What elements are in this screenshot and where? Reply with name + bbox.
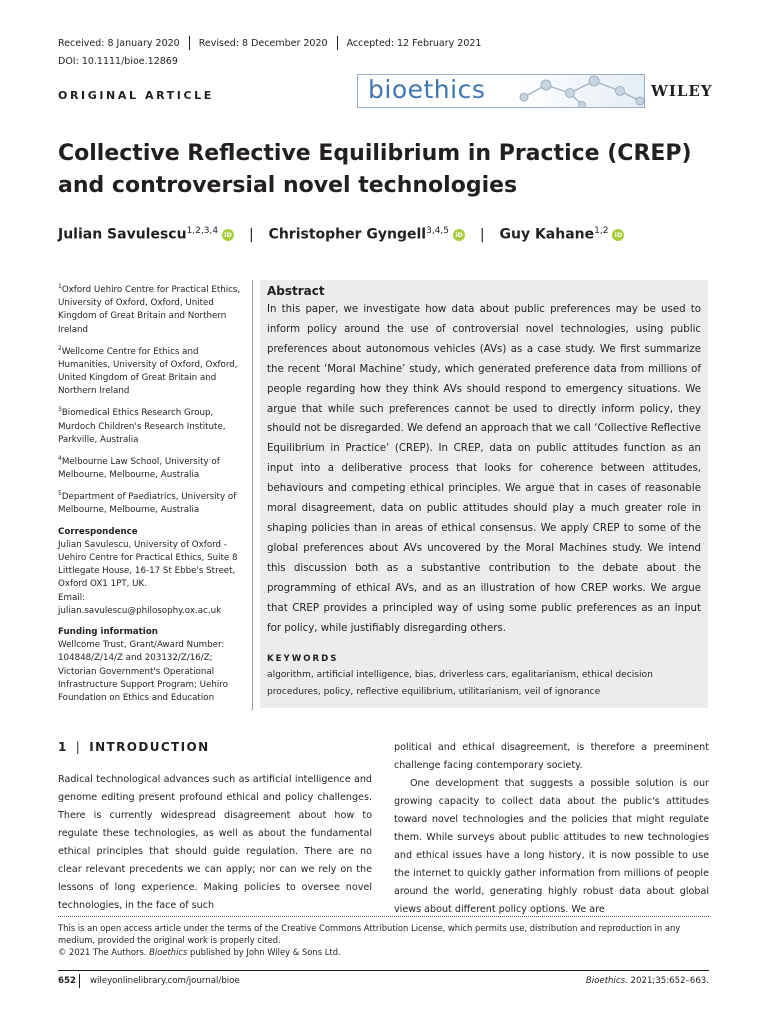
footer-divider [58,970,709,971]
molecule-graphic [504,75,644,107]
footer-separator [79,974,80,988]
article-dates [58,36,481,50]
journal-logo: bioethics [368,75,486,104]
orcid-icon[interactable]: iD [612,229,624,241]
body-column-left [58,771,372,915]
abstract-text: In this paper, we investigate how data about public preferences may be used to inform policy around the use of controversial novel technologies, using public preferences about autonomous vehicles (AVs) as a case study. We first summarize the recent ‘Moral Machine’ study, which generated preference data from millions of people regarding how they think AVs should respond to emergency situations. We argue that while such preferences cannot be used to directly inform policy, they should not be disregarded. We defend an approach that we call ‘Collective Reflective Equilibrium in Practice’ (CREP). In CREP, data on public attitudes function as an input into a deliberative process that looks for coherence between attitudes, behaviours and competing ethical principles. We argue that in cases of reasonable moral disagreement, data on public attitudes should play a much greater role in shaping policies than in areas of ethical consensus. We apply CREP to some of the global preferences about AVs uncovered by the Moral Machines study. We intend this discussion both as a substantive contribution to the debate about the programming of ethical AVs, and as an illustration of how CREP works. We argue that CREP provides a principled way of using some public preferences as an input for policy, while justifiably disregarding others. [267,304,701,634]
copyright-text: © 2021 The Authors. Bioethics published by John Wiley & Sons Ltd. [58,947,341,958]
body-paragraph: political and ethical disagreement, is therefore a preeminent challenge facing contemporary society. [394,742,709,771]
journal-url-link[interactable]: wileyonlinelibrary.com/journal/bioe [90,976,240,986]
section-heading [58,740,210,754]
funding-heading: Funding information [58,626,158,637]
orcid-icon[interactable]: iD [453,229,465,241]
author-name[interactable]: Guy Kahane [499,226,595,243]
license-divider [58,916,709,917]
license-text: This is an open access article under the terms of the Creative Commons Attribution License, which permits use, distribution and reproduction in any medium, provided the original work is properly cited. [58,923,681,946]
publisher-logo: WILEY [651,82,713,100]
journal-banner [357,74,645,108]
keywords-list: algorithm, artificial intelligence, bias, driverless cars, egalitarianism, ethical decision procedures, policy, reflective equilibrium, utilitarianism, veil of ignorance [267,670,653,698]
date-separator [189,36,190,50]
doi-link[interactable]: DOI: 10.1111/bioe.12869 [58,56,178,67]
column-divider [252,280,253,710]
body-paragraph: Radical technological advances such as artificial intelligence and genome editing present profound ethical and policy challenges. There is currently widespread disagreement about how to regulate these technologies, as well as about the fundamental ethical principles that should guide regulation. There are no clear relevant precedents we can apply; nor can we rely on the lessons of long experience. Making policies to oversee novel technologies, in the face of such [58,774,372,911]
correspondence-text: Julian Savulescu, University of Oxford - Uehiro Centre for Practical Ethics, Suite 8 Littlegate House, 16-17 St Ebbe's Street, Oxford OX1 1PT, UK. [58,539,238,590]
section-separator: | [75,740,82,754]
author-separator: | [248,226,254,243]
author-affiliation-markers: 1,2 [594,226,609,236]
citation-text: Bioethics. 2021;35:652–663. [585,976,709,986]
author-list [58,226,624,243]
author-affiliation-markers: 3,4,5 [426,226,450,236]
correspondence-email[interactable]: Email: julian.savulescu@philosophy.ox.ac.uk [58,592,222,616]
affiliation-item: $^1$Oxford Uehiro Centre for Practical Ethics, University of Oxford, Oxford, United Kingdom of Great Britain and Northern Ireland [58,283,241,335]
affiliation-item: $^5$Department of Paediatrics, University of Melbourne, Melbourne, Australia [58,490,237,516]
author-affiliation-markers: 1,2,3,4 [186,226,219,236]
correspondence-heading: Correspondence [58,526,138,537]
affiliation-item: $^4$Melbourne Law School, University of Melbourne, Melbourne, Australia [58,454,220,480]
article-type-label: ORIGINAL ARTICLE [58,89,214,102]
author-separator: | [479,226,485,243]
section-title: INTRODUCTION [89,740,210,754]
affiliation-item: $^3$Biomedical Ethics Research Group, Murdoch Children's Research Institute, Parkville, Australia [58,406,226,445]
abstract-heading: Abstract [267,284,325,298]
accepted-date: Accepted: 12 February 2021 [346,37,482,49]
page-number: 652 [58,976,76,986]
affiliation-item: $^2$Wellcome Centre for Ethics and Humanities, University of Oxford, Oxford, United Kingdom of Great Britain and Northern Ireland [58,344,238,397]
article-title: Collective Reflective Equilibrium in Practice (CREP) and controversial novel technologies [58,141,692,198]
author-name[interactable]: Julian Savulescu [58,226,187,243]
license-notice [58,922,709,959]
date-separator [337,36,338,50]
body-column-right [394,739,709,919]
funding-text: Wellcome Trust, Grant/Award Number: 104848/Z/14/Z and 203132/Z/16/Z; Victorian Government's Operational Infrastructure Support Program; Uehiro Foundation on Ethics and Education [58,640,228,703]
section-number: 1 [58,740,68,754]
revised-date: Revised: 8 December 2020 [198,37,328,49]
orcid-icon[interactable]: iD [222,229,234,241]
affiliations-column [58,280,248,710]
author-name[interactable]: Christopher Gyngell [268,226,427,243]
body-paragraph: One development that suggests a possible solution is our growing capacity to collect data about the public's attitudes toward novel technologies and the policies that might regulate them. While surveys about public attitudes to new technologies and ethical issues have a long history, it is now possible to use the internet to quickly gather information from millions of people around the world, generating highly robust data about global views about different policy options. We are [394,778,709,915]
keywords-heading: KEYWORDS [267,654,339,665]
abstract-box [260,280,708,708]
received-date: Received: 8 January 2020 [58,37,180,49]
